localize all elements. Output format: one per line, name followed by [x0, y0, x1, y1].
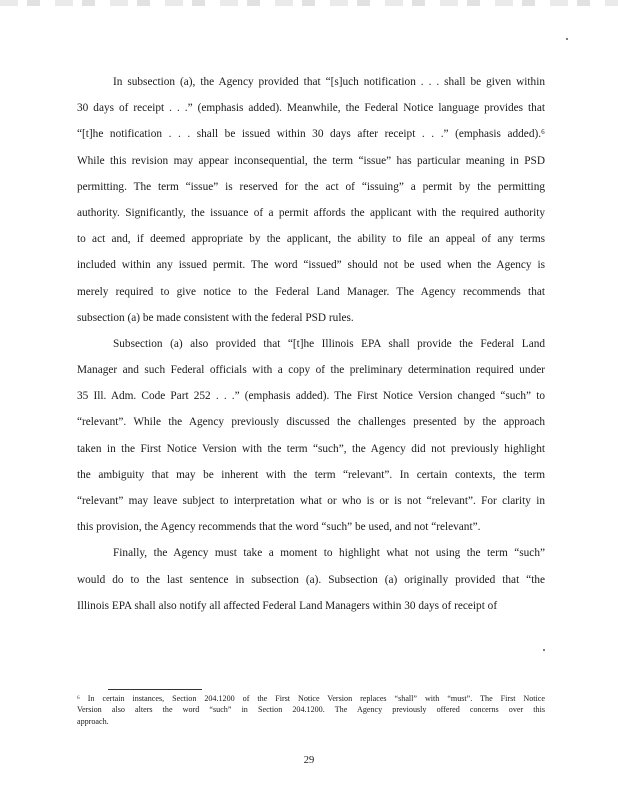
- body-line: Finally, the Agency must take a moment to highlight what not using the term “such”: [113, 547, 545, 560]
- body-line: While this revision may appear inconsequential, the term “issue” has particular meaning in PSD: [77, 154, 545, 167]
- body-line: “[t]he notification . . . shall be issued within 30 days after receipt . . .” (emphasis added).⁶: [77, 128, 545, 141]
- body-line: the ambiguity that may be inherent with the term “relevant”. In certain contexts, the term: [77, 468, 545, 481]
- body-text: [77, 69, 545, 619]
- body-line: In subsection (a), the Agency provided that “[s]uch notification . . . shall be given within: [113, 76, 545, 88]
- scan-speck: [566, 38, 568, 40]
- body-line: “relevant” may leave subject to interpretation what or who is or is not “relevant”. For clarity in: [77, 495, 545, 507]
- footnote-separator: [108, 689, 202, 690]
- scan-edge-artifact: [0, 0, 618, 6]
- footnote-line: ⁶ In certain instances, Section 204.1200 of the First Notice Version replaces “shall” with “must”. The First Notice: [77, 694, 545, 703]
- body-line: merely required to give notice to the Federal Land Manager. The Agency recommends that: [77, 285, 545, 298]
- body-line: this provision, the Agency recommends that the word “such” be used, and not “relevant”.: [77, 521, 481, 534]
- footnote-line: approach.: [77, 716, 109, 726]
- body-line: Subsection (a) also provided that “[t]he Illinois EPA shall provide the Federal Land: [113, 337, 545, 350]
- body-line: “relevant”. While the Agency previously discussed the challenges presented by the approach: [77, 416, 545, 429]
- body-line: included within any issued permit. The word “issued” should not be used when the Agency is: [77, 259, 545, 272]
- body-line: Illinois EPA shall also notify all affected Federal Land Managers within 30 days of receipt of: [77, 599, 498, 612]
- body-line: Manager and such Federal officials with a copy of the preliminary determination required under: [77, 364, 545, 377]
- body-line: 35 Ill. Adm. Code Part 252 . . .” (emphasis added). The First Notice Version changed “such” to: [77, 390, 545, 403]
- body-line: to act and, if deemed appropriate by the applicant, the ability to file an appeal of any terms: [77, 233, 545, 246]
- footnote: [77, 693, 545, 727]
- body-line: permitting. The term “issue” is reserved for the act of “issuing” a permit by the permitting: [77, 180, 545, 193]
- body-line: subsection (a) be made consistent with the federal PSD rules.: [77, 311, 354, 324]
- page-number: 29: [303, 755, 315, 766]
- body-line: would do to the last sentence in subsection (a). Subsection (a) originally provided that “the: [77, 573, 545, 586]
- scan-speck: [543, 649, 545, 651]
- body-line: taken in the First Notice Version with the term “such”, the Agency did not previously highlight: [77, 442, 545, 455]
- body-line: authority. Significantly, the issuance of a permit affords the applicant with the required authority: [77, 206, 545, 219]
- body-line: 30 days of receipt . . .” (emphasis added). Meanwhile, the Federal Notice language provides that: [77, 102, 545, 115]
- footnote-line: Version also alters the word “such” in Section 204.1200. The Agency previously offered concerns over this: [77, 705, 545, 715]
